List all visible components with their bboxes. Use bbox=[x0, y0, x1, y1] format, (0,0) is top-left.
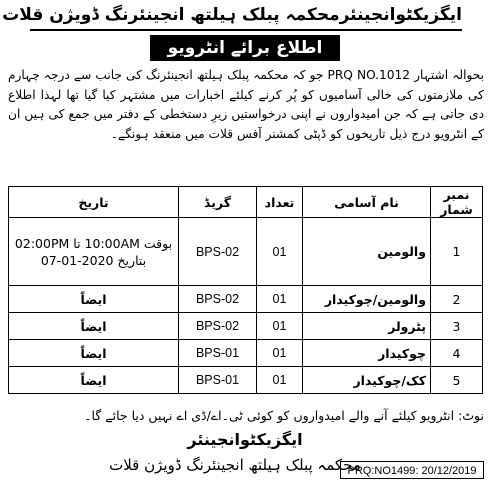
cell-date bbox=[9, 340, 179, 367]
banner-heading: اطلاع برائے انٹرویو bbox=[150, 35, 340, 61]
col-header-date: تاریخ bbox=[9, 187, 179, 218]
table-row bbox=[9, 286, 483, 313]
cell-count: 01 bbox=[257, 218, 303, 286]
prq-number: PRQ:NO1499: 20/12/2019 bbox=[340, 461, 484, 479]
table-row bbox=[9, 218, 483, 286]
cell-grade: BPS-02 bbox=[179, 286, 257, 313]
cell-post: پٹرولر bbox=[303, 313, 431, 340]
header-title: ایگزیکٹوانجینئرمحکمہ پبلک ہیلتھ انجینئرنگ ڈویژن قلات bbox=[2, 5, 462, 25]
time-start: 10:00AM bbox=[84, 235, 140, 251]
signature-title: ایگزیکٹوانجینئر bbox=[187, 430, 303, 449]
cell-post: والومین/چوکیدار bbox=[303, 286, 431, 313]
cell-count: 01 bbox=[257, 340, 303, 367]
col-header-count: تعداد bbox=[257, 187, 303, 218]
cell-serial: 2 bbox=[431, 286, 483, 313]
col-header-serial: نمبر شمار bbox=[431, 187, 483, 218]
table-header-row bbox=[9, 187, 483, 218]
cell-count: 01 bbox=[257, 313, 303, 340]
table-row bbox=[9, 313, 483, 340]
table-row bbox=[9, 367, 483, 394]
same-as-above: ایضاً bbox=[80, 291, 107, 307]
cell-grade: BPS-02 bbox=[179, 313, 257, 340]
date-prefix: بتاریخ bbox=[117, 252, 147, 268]
cell-post: چوکیدار bbox=[303, 340, 431, 367]
cell-serial: 5 bbox=[431, 367, 483, 394]
table-row bbox=[9, 340, 483, 367]
date-time-line bbox=[13, 235, 174, 252]
header-rule bbox=[30, 29, 462, 31]
cell-serial: 1 bbox=[431, 218, 483, 286]
cell-date bbox=[9, 313, 179, 340]
col-header-grade: گریڈ bbox=[179, 187, 257, 218]
cell-date bbox=[9, 286, 179, 313]
cell-date bbox=[9, 218, 179, 286]
date-line bbox=[13, 252, 174, 269]
posts-table bbox=[8, 186, 483, 394]
same-as-above: ایضاً bbox=[80, 345, 107, 361]
cell-serial: 3 bbox=[431, 313, 483, 340]
col-header-post: نام آسامی bbox=[303, 187, 431, 218]
intro-paragraph: بحوالہ اشتہار PRQ NO.1012 جو کہ محکمہ پبلک ہیلتھ انجینئرنگ کی جانب سے درجہ چہارم کی ملازمتوں کی خالی آسامیوں کو پُر کرنے کیلئے اخبارات میں مشتہر کیا گیا تھا لہذا اطلاع دی جاتی ہے کہ جن امیدواروں نے اپنی درخواستیں زیرِ دستخطی کے دفتر میں جمع کی ہیں ان کے انٹرویو درج ذیل تاریخوں کو ڈپٹی کمشنر آفس قلات میں منعقد ہونگے۔ bbox=[8, 68, 484, 141]
time-prefix: بوقت bbox=[143, 235, 173, 251]
cell-post: والومین bbox=[303, 218, 431, 286]
cell-post: کک/چوکیدار bbox=[303, 367, 431, 394]
same-as-above: ایضاً bbox=[80, 372, 107, 388]
cell-date bbox=[9, 367, 179, 394]
cell-grade: BPS-01 bbox=[179, 367, 257, 394]
cell-count: 01 bbox=[257, 367, 303, 394]
cell-serial: 4 bbox=[431, 340, 483, 367]
time-mid: تا bbox=[73, 235, 81, 251]
cell-grade: BPS-02 bbox=[179, 218, 257, 286]
cell-count: 01 bbox=[257, 286, 303, 313]
note-text: نوٹ: انٹرویو کیلئے آنے والے امیدواروں کو کوئی ٹی۔اے/ڈی اے نہیں دیا جائے گا۔ bbox=[84, 408, 484, 423]
interview-date: 07-01-2020 bbox=[40, 252, 114, 268]
time-end: 02:00PM bbox=[14, 235, 70, 251]
signature-department: محکمہ پبلک ہیلتھ انجینئرنگ ڈویژن قلات bbox=[109, 456, 361, 474]
cell-grade: BPS-01 bbox=[179, 340, 257, 367]
same-as-above: ایضاً bbox=[80, 318, 107, 334]
